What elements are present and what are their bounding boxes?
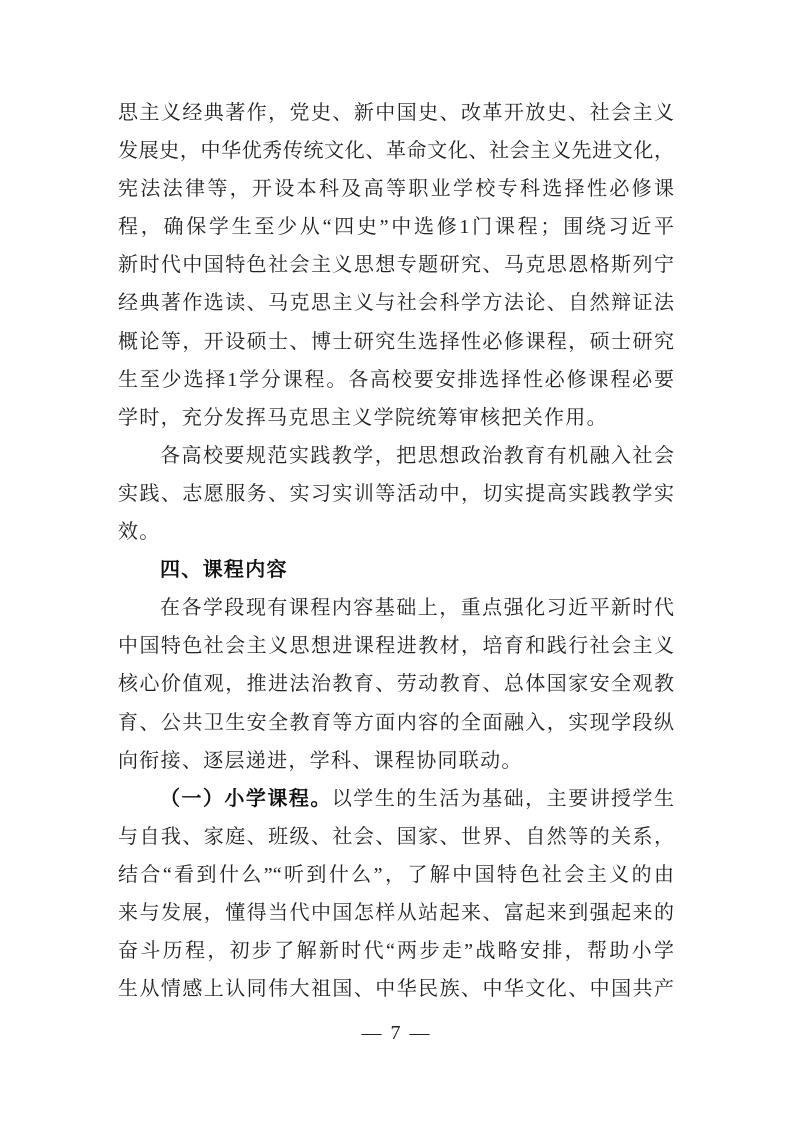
text-segment: 来与发展，懂得当代中国怎样从站起来、富起来到强起来的 xyxy=(118,901,674,924)
text-segment: 新时代中国特色社会主义思想专题研究、马克思恩格斯列宁 xyxy=(118,254,674,277)
text-segment: 实践、志愿服务、实习实训等活动中，切实提高实践教学实 xyxy=(118,482,674,505)
body-line xyxy=(118,894,674,932)
body-line xyxy=(118,780,674,818)
section-heading xyxy=(118,551,674,589)
body-line xyxy=(118,208,674,246)
text-segment: 育、公共卫生安全教育等方面内容的全面融入，实现学段纵 xyxy=(118,711,674,734)
body-line xyxy=(118,170,674,208)
text-segment: 以学生的生活为基础，主要讲授学生 xyxy=(331,787,674,810)
text-segment: 学时，充分发挥马克思主义学院统筹审核把关作用。 xyxy=(118,406,608,429)
bold-text-segment: （一）小学课程。 xyxy=(160,787,332,810)
text-segment: 概论等，开设硕士、博士研究生选择性必修课程，硕士研究 xyxy=(118,330,674,353)
body-line xyxy=(118,437,674,475)
text-segment: 向衔接、逐层递进，学科、课程协同联动。 xyxy=(118,749,523,772)
text-segment: 程，确保学生至少从“四史”中选修1门课程；围绕习近平 xyxy=(118,216,674,239)
body-line xyxy=(118,627,674,665)
body-line xyxy=(118,246,674,284)
bold-text-segment: 四、课程内容 xyxy=(160,559,288,582)
text-segment: 生至少选择1学分课程。各高校要安排选择性必修课程必要 xyxy=(118,368,674,391)
document-body xyxy=(118,94,674,1008)
body-line xyxy=(118,818,674,856)
text-segment: 生从情感上认同伟大祖国、中华民族、中华文化、中国共产 xyxy=(118,978,674,1001)
text-segment: 结合“看到什么”“听到什么”，了解中国特色社会主义的由 xyxy=(118,863,674,886)
text-segment: 宪法法律等，开设本科及高等职业学校专科选择性必修课 xyxy=(118,178,674,201)
body-line xyxy=(118,589,674,627)
body-line xyxy=(118,361,674,399)
text-segment: 效。 xyxy=(118,521,161,544)
body-line xyxy=(118,704,674,742)
body-line xyxy=(118,932,674,970)
text-segment: 在各学段现有课程内容基础上，重点强化习近平新时代 xyxy=(160,597,674,620)
text-segment: 经典著作选读、马克思主义与社会科学方法论、自然辩证法 xyxy=(118,292,674,315)
body-line xyxy=(118,970,674,1008)
page-footer xyxy=(0,1014,793,1052)
text-segment: 思主义经典著作，党史、新中国史、改革开放史、社会主义 xyxy=(118,102,674,124)
body-line xyxy=(118,132,674,170)
body-line xyxy=(118,856,674,894)
text-segment: 与自我、家庭、班级、社会、国家、世界、自然等的关系， xyxy=(118,825,674,848)
text-segment: 中国特色社会主义思想进课程进教材，培育和践行社会主义 xyxy=(118,635,674,658)
body-line xyxy=(118,513,674,551)
body-line xyxy=(118,284,674,322)
body-line xyxy=(118,475,674,513)
text-segment: 奋斗历程，初步了解新时代“两步走”战略安排，帮助小学 xyxy=(118,940,674,963)
body-line xyxy=(118,399,674,437)
text-segment: 各高校要规范实践教学，把思想政治教育有机融入社会 xyxy=(160,444,674,467)
page-number: — 7 — xyxy=(361,1022,432,1044)
body-line xyxy=(118,665,674,703)
body-line xyxy=(118,94,674,132)
body-line xyxy=(118,323,674,361)
body-line xyxy=(118,742,674,780)
text-segment: 发展史，中华优秀传统文化、革命文化、社会主义先进文化， xyxy=(118,140,674,163)
text-segment: 核心价值观，推进法治教育、劳动教育、总体国家安全观教 xyxy=(118,673,674,696)
